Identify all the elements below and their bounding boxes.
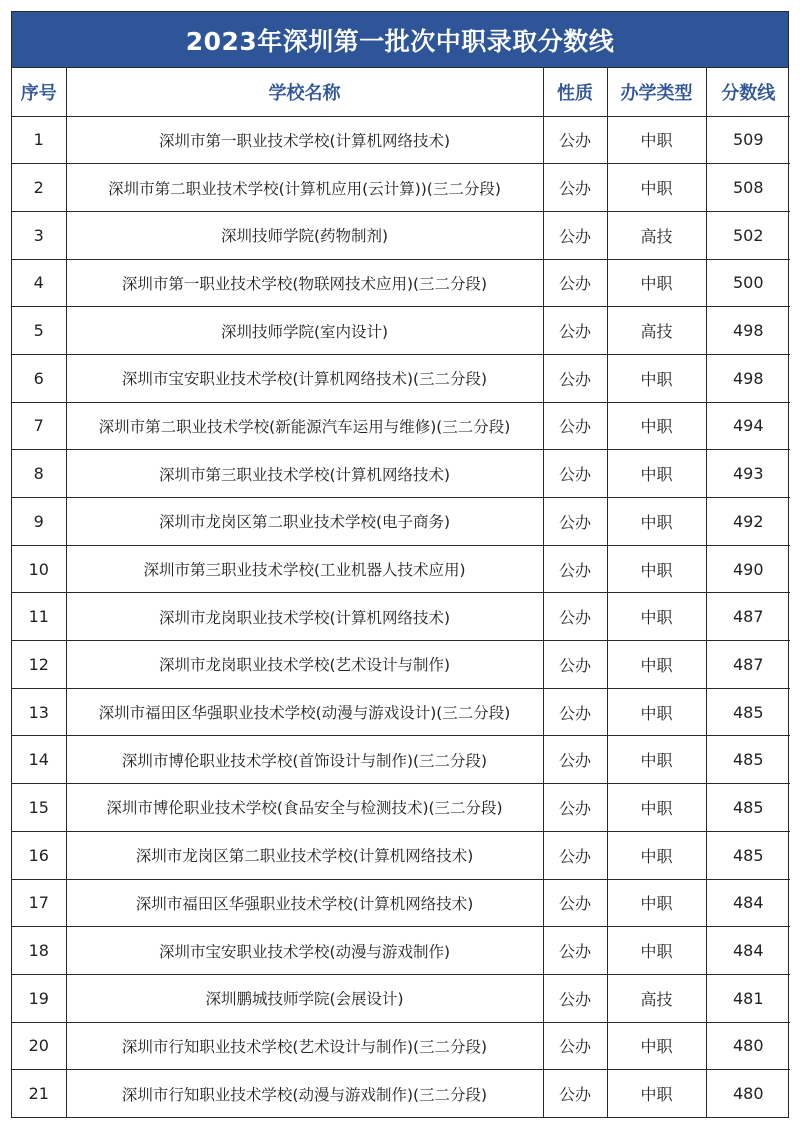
school-name: 深圳市龙岗职业技术学校(计算机网络技术) xyxy=(66,593,543,641)
school-type: 中职 xyxy=(607,498,706,546)
cutoff-score: 490 xyxy=(706,545,790,593)
school-name: 深圳市福田区华强职业技术学校(动漫与游戏设计)(三二分段) xyxy=(66,688,543,736)
school-type: 中职 xyxy=(607,164,706,212)
school-nature: 公办 xyxy=(543,879,607,927)
row-number: 4 xyxy=(12,259,66,307)
school-nature: 公办 xyxy=(543,450,607,498)
table-row xyxy=(12,593,790,641)
school-name: 深圳市第二职业技术学校(新能源汽车运用与维修)(三二分段) xyxy=(66,402,543,450)
school-name: 深圳市行知职业技术学校(艺术设计与制作)(三二分段) xyxy=(66,1022,543,1070)
table-row xyxy=(12,402,790,450)
table-row xyxy=(12,879,790,927)
school-type: 中职 xyxy=(607,259,706,307)
table-row xyxy=(12,784,790,832)
score-table xyxy=(12,68,790,1117)
school-nature: 公办 xyxy=(543,641,607,689)
cutoff-score: 485 xyxy=(706,784,790,832)
school-type: 中职 xyxy=(607,688,706,736)
table-row xyxy=(12,736,790,784)
table-body xyxy=(12,116,790,1117)
table-row xyxy=(12,259,790,307)
cutoff-score: 493 xyxy=(706,450,790,498)
row-number: 15 xyxy=(12,784,66,832)
cutoff-score: 484 xyxy=(706,879,790,927)
row-number: 2 xyxy=(12,164,66,212)
school-type: 高技 xyxy=(607,307,706,355)
table-row xyxy=(12,545,790,593)
school-nature: 公办 xyxy=(543,211,607,259)
school-name: 深圳市博伦职业技术学校(首饰设计与制作)(三二分段) xyxy=(66,736,543,784)
table-row xyxy=(12,974,790,1022)
school-type: 中职 xyxy=(607,641,706,689)
cutoff-score: 485 xyxy=(706,736,790,784)
school-type: 高技 xyxy=(607,211,706,259)
cutoff-score: 502 xyxy=(706,211,790,259)
school-name: 深圳市第三职业技术学校(计算机网络技术) xyxy=(66,450,543,498)
table-row xyxy=(12,450,790,498)
cutoff-score: 509 xyxy=(706,116,790,164)
school-name: 深圳市龙岗区第二职业技术学校(电子商务) xyxy=(66,498,543,546)
row-number: 20 xyxy=(12,1022,66,1070)
school-nature: 公办 xyxy=(543,1070,607,1118)
school-type: 高技 xyxy=(607,974,706,1022)
school-name: 深圳市福田区华强职业技术学校(计算机网络技术) xyxy=(66,879,543,927)
school-nature: 公办 xyxy=(543,736,607,784)
column-header-school-type: 办学类型 xyxy=(607,68,706,116)
table-row xyxy=(12,307,790,355)
school-type: 中职 xyxy=(607,879,706,927)
school-type: 中职 xyxy=(607,831,706,879)
school-nature: 公办 xyxy=(543,927,607,975)
score-table-container xyxy=(11,11,789,1118)
school-nature: 公办 xyxy=(543,259,607,307)
school-nature: 公办 xyxy=(543,831,607,879)
school-nature: 公办 xyxy=(543,164,607,212)
school-nature: 公办 xyxy=(543,974,607,1022)
row-number: 16 xyxy=(12,831,66,879)
school-name: 深圳技师学院(药物制剂) xyxy=(66,211,543,259)
school-name: 深圳市第二职业技术学校(计算机应用(云计算))(三二分段) xyxy=(66,164,543,212)
school-name: 深圳市龙岗职业技术学校(艺术设计与制作) xyxy=(66,641,543,689)
table-row xyxy=(12,498,790,546)
school-type: 中职 xyxy=(607,1022,706,1070)
school-name: 深圳市宝安职业技术学校(动漫与游戏制作) xyxy=(66,927,543,975)
school-name: 深圳市行知职业技术学校(动漫与游戏制作)(三二分段) xyxy=(66,1070,543,1118)
school-nature: 公办 xyxy=(543,116,607,164)
school-type: 中职 xyxy=(607,593,706,641)
row-number: 6 xyxy=(12,354,66,402)
school-name: 深圳技师学院(室内设计) xyxy=(66,307,543,355)
cutoff-score: 480 xyxy=(706,1022,790,1070)
school-name: 深圳市龙岗区第二职业技术学校(计算机网络技术) xyxy=(66,831,543,879)
cutoff-score: 484 xyxy=(706,927,790,975)
school-name: 深圳市第一职业技术学校(物联网技术应用)(三二分段) xyxy=(66,259,543,307)
row-number: 7 xyxy=(12,402,66,450)
row-number: 21 xyxy=(12,1070,66,1118)
row-number: 9 xyxy=(12,498,66,546)
table-row xyxy=(12,927,790,975)
school-type: 中职 xyxy=(607,116,706,164)
school-name: 深圳市第三职业技术学校(工业机器人技术应用) xyxy=(66,545,543,593)
table-row xyxy=(12,211,790,259)
school-type: 中职 xyxy=(607,354,706,402)
table-row xyxy=(12,831,790,879)
table-row xyxy=(12,164,790,212)
cutoff-score: 485 xyxy=(706,831,790,879)
school-type: 中职 xyxy=(607,450,706,498)
school-type: 中职 xyxy=(607,1070,706,1118)
cutoff-score: 480 xyxy=(706,1070,790,1118)
cutoff-score: 498 xyxy=(706,354,790,402)
school-nature: 公办 xyxy=(543,784,607,832)
row-number: 11 xyxy=(12,593,66,641)
row-number: 13 xyxy=(12,688,66,736)
row-number: 3 xyxy=(12,211,66,259)
cutoff-score: 508 xyxy=(706,164,790,212)
table-row xyxy=(12,1022,790,1070)
school-nature: 公办 xyxy=(543,545,607,593)
column-header-score: 分数线 xyxy=(706,68,790,116)
column-header-no: 序号 xyxy=(12,68,66,116)
row-number: 17 xyxy=(12,879,66,927)
cutoff-score: 500 xyxy=(706,259,790,307)
school-nature: 公办 xyxy=(543,593,607,641)
table-title: 2023年深圳第一批次中职录取分数线 xyxy=(12,12,788,68)
row-number: 5 xyxy=(12,307,66,355)
school-type: 中职 xyxy=(607,736,706,784)
school-type: 中职 xyxy=(607,784,706,832)
school-nature: 公办 xyxy=(543,354,607,402)
row-number: 10 xyxy=(12,545,66,593)
cutoff-score: 487 xyxy=(706,641,790,689)
header-row xyxy=(12,68,790,116)
cutoff-score: 487 xyxy=(706,593,790,641)
cutoff-score: 492 xyxy=(706,498,790,546)
school-nature: 公办 xyxy=(543,498,607,546)
school-name: 深圳市第一职业技术学校(计算机网络技术) xyxy=(66,116,543,164)
column-header-school-name: 学校名称 xyxy=(66,68,543,116)
table-row xyxy=(12,116,790,164)
row-number: 12 xyxy=(12,641,66,689)
column-header-nature: 性质 xyxy=(543,68,607,116)
table-row xyxy=(12,354,790,402)
school-type: 中职 xyxy=(607,545,706,593)
row-number: 18 xyxy=(12,927,66,975)
cutoff-score: 481 xyxy=(706,974,790,1022)
school-type: 中职 xyxy=(607,927,706,975)
table-row xyxy=(12,688,790,736)
row-number: 19 xyxy=(12,974,66,1022)
row-number: 14 xyxy=(12,736,66,784)
row-number: 8 xyxy=(12,450,66,498)
school-nature: 公办 xyxy=(543,307,607,355)
school-type: 中职 xyxy=(607,402,706,450)
school-nature: 公办 xyxy=(543,688,607,736)
school-nature: 公办 xyxy=(543,402,607,450)
table-row xyxy=(12,1070,790,1118)
table-row xyxy=(12,641,790,689)
school-nature: 公办 xyxy=(543,1022,607,1070)
school-name: 深圳市博伦职业技术学校(食品安全与检测技术)(三二分段) xyxy=(66,784,543,832)
row-number: 1 xyxy=(12,116,66,164)
school-name: 深圳市宝安职业技术学校(计算机网络技术)(三二分段) xyxy=(66,354,543,402)
cutoff-score: 485 xyxy=(706,688,790,736)
cutoff-score: 494 xyxy=(706,402,790,450)
cutoff-score: 498 xyxy=(706,307,790,355)
school-name: 深圳鹏城技师学院(会展设计) xyxy=(66,974,543,1022)
